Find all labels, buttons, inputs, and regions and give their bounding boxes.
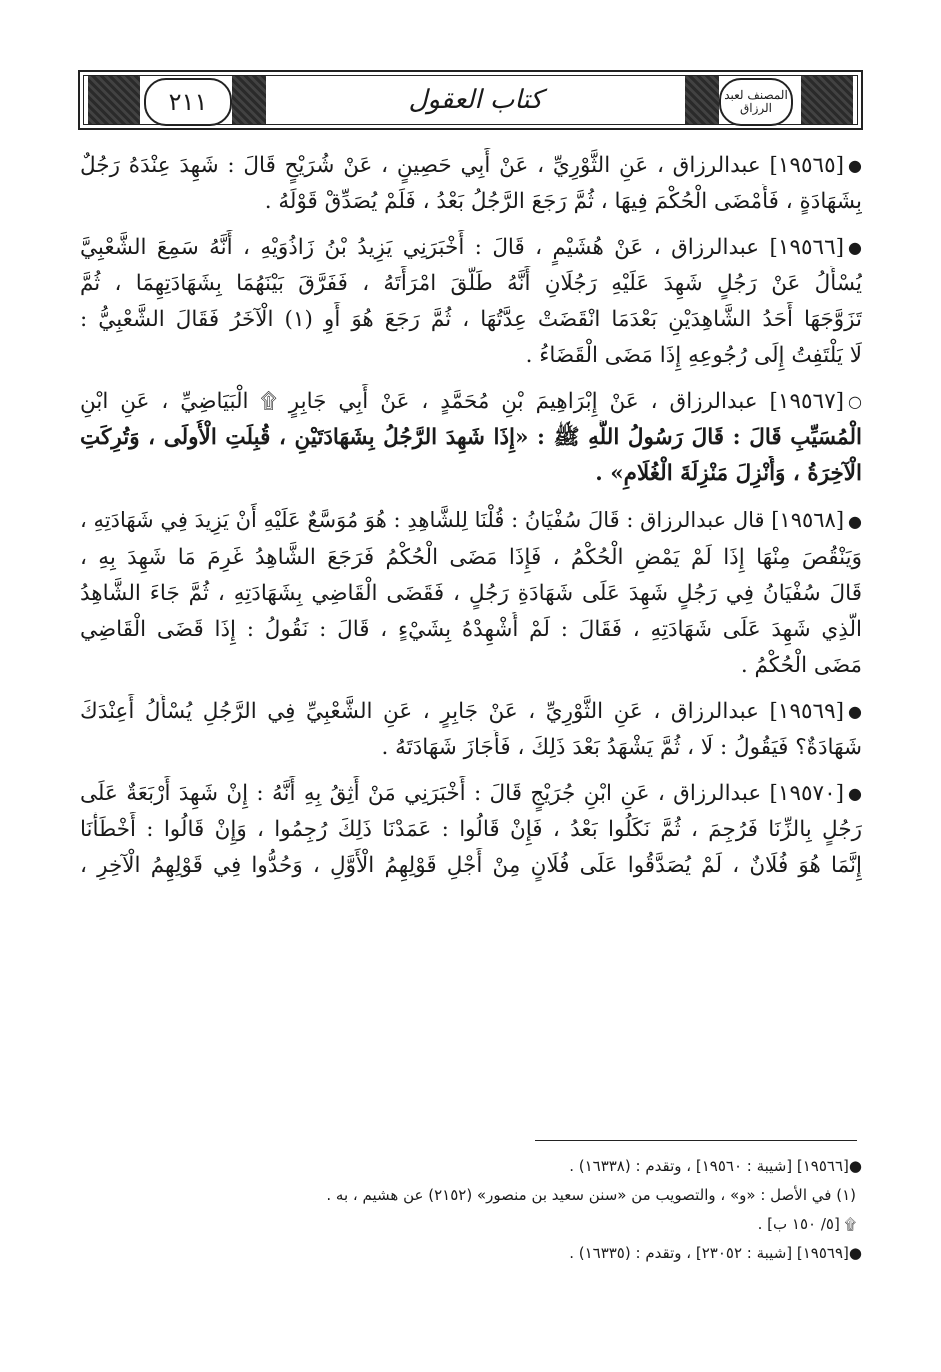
text-line: قَالَ سُفْيَانُ فِي رَجُلٍ شَهِدَ عَلَى شَهَادَةِ رَجُلٍ ، فَقَضَى الْقَاضِي بِشَهَادَتِهِ ، ثُمَّ جَاءَ الشَّاهِدُ bbox=[80, 580, 862, 606]
hadith-entry-19567 bbox=[80, 384, 862, 492]
text-line bbox=[80, 776, 862, 812]
entry-marker: ● bbox=[848, 156, 862, 175]
entry-marker: ● bbox=[848, 511, 862, 531]
header-ornament-right-inner bbox=[685, 76, 719, 124]
page-number: ٢١١ bbox=[144, 78, 232, 126]
hadith-entry-19566 bbox=[80, 230, 862, 374]
hadith-entry-19568 bbox=[80, 502, 862, 684]
text-line: مَضَى الْحُكْمُ . bbox=[740, 652, 862, 678]
publisher-medallion: المصنف لعبد الرزاق bbox=[719, 78, 793, 126]
page-header bbox=[78, 70, 863, 130]
footnote-line: ۩ [٥/ ١٥٠ ب] . bbox=[757, 1215, 856, 1233]
entry-marker: ○ bbox=[848, 392, 862, 411]
text-line bbox=[80, 148, 862, 184]
text-line: الَّذِي شَهِدَ عَلَى شَهَادَتِهِ ، فَقَالَ : لَمْ أُشْهِدْهُ بِشَيْءٍ ، قَالَ : نَقُولُ : إِذَا قَضَى الْقَاضِي bbox=[80, 616, 862, 642]
text-line: بِشَهَادَةٍ ، فَأَمْضَى الْحُكْمَ فِيهَا ، ثُمَّ رَجَعَ الرَّجُلُ بَعْدُ ، فَلَمْ يُصَدِّقْ قَوْلَهُ . bbox=[264, 189, 862, 214]
entry-marker: ● bbox=[848, 701, 862, 721]
footnote-divider bbox=[535, 1140, 857, 1141]
text-line: لَا يَلْتَفِتُ إِلَى رُجُوعِهِ إِذَا مَضَى الْقَضَاءُ . bbox=[525, 343, 862, 368]
line-text: [١٩٥٦٧] عبدالرزاق ، عَنْ إِبْرَاهِيمَ بْنِ مُحَمَّدٍ ، عَنْ أَبِي جَابِرٍ ۩ الْبَيَاضِيِّ ، عَنِ ابْنِ bbox=[80, 389, 845, 414]
line-text: [١٩٥٦٨] قال عبدالرزاق : قَالَ سُفْيَانُ : قُلْنَا لِلشَّاهِدِ : هُوَ مُوَسَّعٌ عَلَيْهِ أَنْ يَزِيدَ فِي شَهَادَتِهِ ، bbox=[80, 508, 845, 532]
entry-marker: ● bbox=[848, 238, 862, 257]
line-text: [١٩٥٧٠] عبدالرزاق ، عَنِ ابْنِ جُرَيْجٍ قَالَ : أَخْبَرَنِي مَنْ أَثِقُ بِهِ أَنَّهُ : إِنْ شَهِدَ أَرْبَعَةٌ عَلَى bbox=[80, 780, 845, 806]
text-line: وَيَنْقُصَ مِنْهَا إِذَا لَمْ يَمْضِ الْحُكْمُ ، فَإِذَا مَضَى الْحُكْمُ فَرَجَعَ الشَّاهِدُ غَرِمَ مَا شَهِدَ بِهِ ، bbox=[80, 544, 862, 570]
text-line: إِنَّمَا هُوَ فُلَانٌ ، لَمْ يُصَدَّقُوا عَلَى فُلَانٍ مِنْ أَجْلِ قَوْلِهِمُ الْأَوَّلِ ، وَحُدُّوا فِي قَوْلِهِمُ الْآخِرِ ، bbox=[80, 852, 862, 878]
text-line: شَهَادَةٌ؟ فَيَقُولُ : لَا ، ثُمَّ يَشْهَدُ بَعْدَ ذَلِكَ ، فَأَجَازَ شَهَادَتَهُ . bbox=[381, 734, 862, 760]
text-line bbox=[80, 384, 862, 420]
text-line: الْآخِرَةُ ، وَأُنْزِلَ مَنْزِلَةَ الْغُلَامِ» . bbox=[595, 461, 862, 486]
text-line: الْمُسَيِّبِ قَالَ : قَالَ رَسُولُ اللَّهِ ﷺ : «إِذَا شَهِدَ الرَّجُلُ بِشَهَادَتَيْنِ ، قُبِلَتِ الْأُولَى ، وَتُرِكَتِ bbox=[80, 425, 862, 450]
footnote-line: (١) في الأصل : «و» ، والتصويب من «سنن سعيد بن منصور» (٢١٥٢) عن هشيم ، به . bbox=[326, 1186, 856, 1204]
header-ornament-left-inner bbox=[232, 76, 266, 124]
footnote-line: ●[١٩٥٦٦] [شيبة : ١٩٥٦٠] ، وتقدم : (١٦٣٣٨) . bbox=[569, 1157, 862, 1175]
footnote-line: ●[١٩٥٦٩] [شيبة : ٢٣٠٥٢] ، وتقدم : (١٦٣٣٥) . bbox=[569, 1244, 862, 1262]
hadith-entry-19565 bbox=[80, 148, 862, 220]
hadith-entry-19569 bbox=[80, 694, 862, 766]
text-line: يُسْأَلُ عَنْ رَجُلٍ شَهِدَ عَلَيْهِ رَجُلَانِ أَنَّهُ طَلَّقَ امْرَأَتَهُ ، فَفَرَّقَ بَيْنَهُمَا بِشَهَادَتِهِمَا ، ثُمَّ bbox=[80, 271, 862, 296]
text-line bbox=[80, 502, 862, 540]
header-ornament-left-outer bbox=[88, 76, 140, 124]
text-line bbox=[80, 230, 862, 266]
entry-marker: ● bbox=[848, 783, 862, 803]
line-text: [١٩٥٦٩] عبدالرزاق ، عَنِ الثَّوْرِيِّ ، عَنْ جَابِرٍ ، عَنِ الشَّعْبِيِّ فِي الرَّجُلِ يُسْأَلُ أَعِنْدَكَ bbox=[80, 698, 845, 724]
book-title: كتاب العقول bbox=[408, 85, 543, 115]
footnotes bbox=[80, 1152, 862, 1268]
hadith-entry-19570 bbox=[80, 776, 862, 884]
text-line: رَجُلٍ بِالزِّنَا فَرُجِمَ ، ثُمَّ نَكَلُوا بَعْدُ ، فَإِنْ قَالُوا : عَمَدْنَا ذَلِكَ رُجِمُوا ، وَإِنْ قَالُوا : أَخْطَأْنَا bbox=[80, 816, 862, 842]
main-text bbox=[80, 148, 862, 894]
text-line: تَزَوَّجَهَا أَحَدُ الشَّاهِدَيْنِ بَعْدَمَا انْقَضَتْ عِدَّتُهَا ، ثُمَّ رَجَعَ هُوَ أَوِ (١) الْآخَرُ فَقَالَ الشَّعْبِيُّ : bbox=[80, 307, 862, 332]
line-text: [١٩٥٦٥] عبدالرزاق ، عَنِ الثَّوْرِيِّ ، عَنْ أَبِي حَصِينٍ ، عَنْ شُرَيْحٍ قَالَ : شَهِدَ عِنْدَهُ رَجُلٌ bbox=[80, 153, 845, 178]
header-ornament-right-outer bbox=[801, 76, 853, 124]
line-text: [١٩٥٦٦] عبدالرزاق ، عَنْ هُشَيْمٍ ، قَالَ : أَخْبَرَنِي يَزِيدُ بْنُ زَاذُوَيْهِ ، أَنَّهُ سَمِعَ الشَّعْبِيَّ bbox=[80, 235, 845, 260]
text-line bbox=[80, 694, 862, 730]
